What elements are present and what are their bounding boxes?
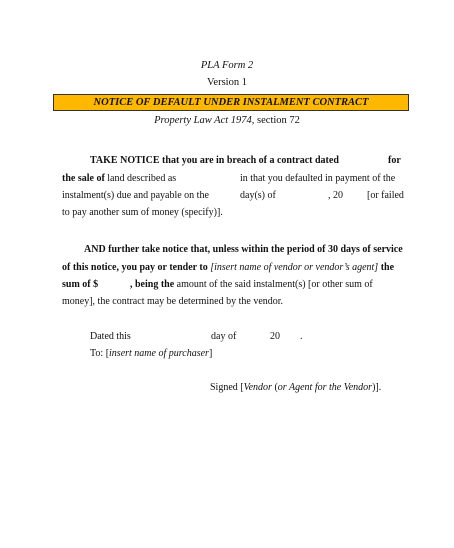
- para2-line3-b: [130, 279, 373, 290]
- para1-line2-end: in that you defaulted in payment of the: [240, 173, 396, 184]
- para2-line3-a: sum of $: [62, 279, 99, 290]
- act-name: Property Law Act 1974: [154, 115, 252, 126]
- instalment-amount-text: amount of the said instalment(s) [or other sum of: [174, 279, 373, 290]
- signed-line: [210, 382, 381, 393]
- para1-line1-end: for: [388, 155, 401, 166]
- vendor-agent-placeholder: [insert name of vendor or vendor’s agent]: [210, 262, 379, 273]
- para1-line3-d: [or failed: [367, 190, 404, 201]
- form-version: Version 1: [207, 77, 247, 88]
- act-section: , section 72: [251, 115, 300, 126]
- agent-placeholder: or Agent for the Vendor: [277, 382, 373, 393]
- day-of-label: day of: [211, 331, 237, 342]
- form-label: PLA Form 2: [200, 60, 254, 71]
- dated-period: .: [300, 331, 303, 342]
- para1-line1-start: TAKE NOTICE that you are in breach of a contract dated: [90, 155, 339, 166]
- signed-paren: (: [271, 382, 278, 393]
- sale-of-text: the sale of: [62, 173, 105, 184]
- the-text: the: [378, 262, 395, 273]
- para1-line4: to pay another sum of money (specify)].: [62, 207, 223, 218]
- to-purchaser-line: [90, 348, 212, 359]
- pay-or-tender-text: of this notice, you pay or tender to: [62, 262, 211, 273]
- para1-line3-a: instalment(s) due and payable on the: [62, 190, 209, 201]
- signed-prefix: Signed [: [210, 382, 244, 393]
- act-reference: [0, 115, 454, 126]
- vendor-placeholder: Vendor: [243, 382, 272, 393]
- year-prefix: 20: [270, 331, 280, 342]
- land-described-text: land described as: [104, 173, 177, 184]
- para2-line4: money], the contract may be determined by the vendor.: [62, 296, 284, 307]
- form-title-banner: NOTICE OF DEFAULT UNDER INSTALMENT CONTRACT: [53, 94, 409, 111]
- to-suffix: ]: [208, 348, 213, 359]
- para1-line3-b: day(s) of: [240, 190, 276, 201]
- para1-line3-c: , 20: [328, 190, 343, 201]
- para2-line2: [62, 262, 394, 273]
- dated-this-label: Dated this: [90, 331, 131, 342]
- purchaser-placeholder: insert name of purchaser: [109, 348, 209, 359]
- signed-suffix: )].: [372, 382, 382, 393]
- para1-line2-start: [62, 173, 176, 184]
- being-the-text: , being the: [130, 279, 175, 290]
- to-prefix: To: [: [90, 348, 110, 359]
- para2-line1: AND further take notice that, unless within the period of 30 days of service: [84, 244, 403, 255]
